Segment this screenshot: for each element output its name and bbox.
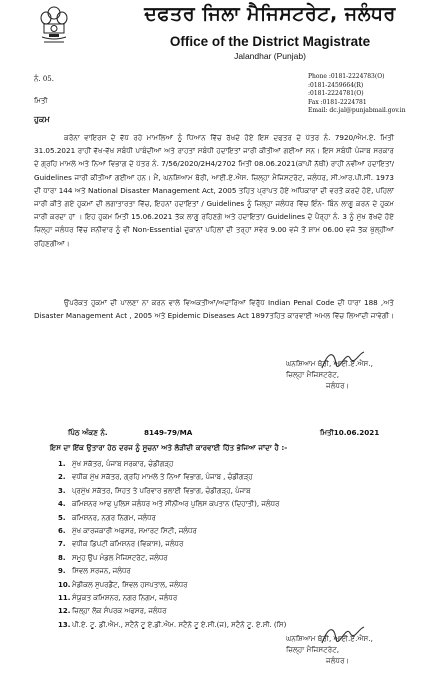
list-item	[58, 525, 286, 538]
recipient-list	[58, 458, 286, 632]
list-item	[58, 619, 286, 632]
list-item-number: 10.	[58, 580, 71, 589]
signatory-designation: ਜ਼ਿਲ੍ਹਾ ਮੈਜਿਸਟਰੇਟ,	[286, 645, 340, 654]
contact-phone-2: :0181-2459664(R)	[308, 81, 364, 89]
list-item-number: 11.	[58, 594, 71, 603]
list-item-number: 1.	[58, 460, 66, 468]
reference-number: ਨੰ. 05.	[34, 75, 54, 83]
order-heading: ਹੁਕਮ	[34, 115, 50, 124]
contact-phone-1: Phone :0181-2224783(O)	[308, 73, 385, 80]
list-item	[58, 592, 286, 605]
list-item-text: ਸਮੂਹ ਉਪ ਮੰਡਲ ਮੈਜਿਸਟਰੇਟ, ਜਲੰਧਰ	[72, 553, 168, 562]
list-item-text: ਮੁੱਖ ਕਾਰਜਕਾਰੀ ਅਫਸਰ, ਸਮਾਰਟ ਸਿਟੀ, ਜਲੰਧਰ	[72, 527, 197, 536]
list-item-number: 4.	[58, 500, 66, 509]
endorsement-label: ਪਿੰਠ ਅੰਕਣ ਨੰ.	[68, 428, 108, 437]
list-item-text: ਵਧੀਕ ਡਿਪਟੀ ਕਮਿਸ਼ਨਰ (ਵਿਕਾਸ), ਜਲੰਧਰ	[72, 540, 184, 549]
office-address: Jalandhar (Punjab)	[234, 51, 306, 61]
endorsement-date: ਮਿਤੀ10.06.2021	[320, 428, 380, 437]
list-item	[58, 538, 286, 551]
order-paragraph-1: ਕਰੋਨਾ ਵਾਇਰਸ ਦੇ ਵੱਧ ਰਹੇ ਮਾਮਲਿਆਂ ਨੂੰ ਧਿਆਨ ਵਿੱਚ ਰੱਖਦੇ ਹੋਏ ਇਸ ਦਫਤਰ ਦੇ ਪੱਤਰ ਨੰ. 7920/ਐਮ.ਏ. ਮਿਤੀ 31.05.2021 ਰਾਹੀਂ ਵੱਖ-ਵੱਖ ਸਬੰਧੀ ਪਾਬੰਦੀਆਂ ਅਤੇ ਰਾਹਤਾਂ ਸਬੰਧੀ ਹਦਾਇਤਾਂ ਜਾਰੀ ਕੀਤੀਆਂ ਗਈਆਂ ਸਨ। ਇਸ ਸਬੰਧੀ ਪੰਜਾਬ ਸਰਕਾਰ ਦੇ ਗ੍ਰਹਿ ਮਾਮਲੇ ਅਤੇ ਨਿਆਂ ਵਿਭਾਗ ਦੇ ਪੱਤਰ ਨੰ. 7/56/2020/2H4/2702 ਮਿਤੀ 08.06.2021(ਕਾਪੀ ਨੱਥੀ) ਰਾਹੀਂ ਨਵੀਆਂ ਹਦਾਇਤਾਂ/ Guidelines ਜਾਰੀ ਕੀਤੀਆਂ ਗਈਆਂ ਹਨ। ਮੈਂ, ਘਨਸ਼ਿਆਮ ਥੋਰੀ, ਆਈ.ਏ.ਐਸ. ਜ਼ਿਲ੍ਹਾ ਮੈਜਿਸਟਰੇਟ, ਜਲੰਧਰ, ਸੀ.ਆਰ.ਪੀ.ਸੀ. 1973 ਦੀ ਧਾਰਾ 144 ਅਤੇ National Disaster Management Act, 2005 ਤਹਿਤ ਪ੍ਰਾਪਤ ਹੋਏ ਅਧਿਕਾਰਾਂ ਦੀ ਵਰਤੋਂ ਕਰਦੇ ਹੋਏ, ਪਹਿਲਾਂ ਜਾਰੀ ਕੀਤੇ ਗਏ ਹੁਕਮਾਂ ਦੀ ਲਗਾਤਾਰਤਾ ਵਿੱਚ, ਇਹਨਾਂ ਹਦਾਇਤਾਂ / Guidelines ਨੂੰ ਜ਼ਿਲ੍ਹਾ ਜਲੰਧਰ ਵਿੱਚ ਇੰਨ- ਬਿੰਨ ਲਾਗੂ ਕਰਨ ਦੇ ਹੁਕਮ ਜਾਰੀ ਕਰਦਾ ਹਾਂ । ਇਹ ਹੁਕਮ ਮਿਤੀ 15.06.2021 ਤੱਕ ਲਾਗੂ ਰਹਿਣਗੇ ਅਤੇ ਹਦਾਇਤਾਂ/ Guidelines ਦੇ ਪੈਰ੍ਹਾ ਨੰ. 3 ਨੂੰ ਮੁੱਖ ਰੱਖਦੇ ਹੋਏ ਜ਼ਿਲ੍ਹਾ ਜਲੰਧਰ ਵਿੱਚ ਸ਼ਨੀਵਾਰ ਨੂੰ ਵੀ Non-Essential ਦੁਕਾਨਾਂ ਪਹਿਲਾਂ ਦੀ ਤਰ੍ਹਾਂ ਸਵੇਰ 9.00 ਵਜੇ ਤੋਂ ਸ਼ਾਮ 06.00 ਵਜੇ ਤੱਕ ਖੁੱਲ੍ਹੀਆਂ ਰਹਿਣਗੀਆਂ।	[34, 133, 394, 248]
list-item-number: 3.	[58, 486, 66, 495]
reference-date: ਮਿਤੀ	[34, 97, 48, 105]
copy-forwarded-line: ਇਸ ਦਾ ਇੱਕ ਉਤਾਰਾ ਹੇਠ ਦਰਜ ਨੂੰ ਸੂਚਨਾ ਅਤੇ ਲੋੜੀਂਦੀ ਕਾਰਵਾਈ ਹਿੱਤ ਭੇਜਿਆ ਜਾਂਦਾ ਹੈ :-	[50, 443, 288, 452]
state-emblem-icon	[34, 4, 74, 54]
list-item-text: ਕਮਿਸ਼ਨਰ ਆਫ ਪੁਲਿਸ ਜਲੰਧਰ ਅਤੇ ਸੀਨੀਅਰ ਪੁਲਿਸ ਕਪਤਾਨ (ਦਿਹਾਤੀ), ਜਲੰਧਰ	[72, 500, 280, 509]
list-item-number: 12.	[58, 607, 71, 616]
list-item-number: 13.	[58, 620, 71, 629]
list-item-text: ਕਮਿਸ਼ਨਰ, ਨਗਰ ਨਿਗਮ, ਜਲੰਧਰ	[72, 513, 156, 522]
list-item-number: 5.	[58, 513, 66, 522]
list-item	[58, 579, 286, 592]
signatory-name: ਘਨਸ਼ਿਆਮ ਥੋਰੀ, ਆਈ.ਏ.ਐਸ.,	[286, 359, 373, 368]
office-title-punjabi: ਦਫਤਰ ਜਿਲਾ ਮੈਜਿਸਟਰੇਟ, ਜਲੰਧਰ	[144, 3, 396, 25]
list-item	[58, 552, 286, 565]
signatory-place: ਜਲੰਧਰ।	[326, 656, 350, 665]
list-item-text: ਮੈਡੀਕਲ ਸੁਪਰਡੈਂਟ, ਸਿਵਲ ਹਸਪਤਾਲ, ਜਲੰਧਰ	[72, 580, 188, 589]
contact-block	[308, 73, 406, 116]
list-item-text: ਸਿਵਲ ਸਰਜਨ, ਜਲੰਧਰ	[72, 567, 131, 576]
list-item-text: ਸੰਯੁਕਤ ਕਮਿਸ਼ਨਰ, ਨਗਰ ਨਿਗਮ, ਜਲੰਧਰ	[72, 594, 178, 603]
list-item	[58, 485, 286, 498]
office-title-english: Office of the District Magistrate	[169, 34, 371, 49]
list-item-text: ਮੁੱਖ ਸਕੱਤਰ, ਪੰਜਾਬ ਸਰਕਾਰ, ਚੰਡੀਗੜ੍ਹ	[72, 460, 174, 468]
list-item	[58, 605, 286, 618]
endorsement-number: 8149-79/MA	[144, 428, 193, 437]
list-item-text: ਪ੍ਰਮੁੱਖ ਸਕੱਤਰ, ਸਿਹਤ ਤੇ ਪਰਿਵਾਰ ਭਲਾਈ ਵਿਭਾਗ, ਚੰਡੀਗੜ੍ਹ, ਪੰਜਾਬ	[72, 486, 251, 495]
list-item-text: ਵਧੀਕ ਮੁੱਖ ਸਕੱਤਰ, ਗ੍ਰਹਿ ਮਾਮਲੇ ਤੇ ਨਿਆਂ ਵਿਭਾਗ, ਪੰਜਾਬ , ਚੰਡੀਗੜ੍ਹ	[72, 473, 253, 482]
list-item-number: 6.	[58, 527, 66, 536]
list-item	[58, 565, 286, 578]
signatory-name: ਘਨਸ਼ਿਆਮ ਥੋਰੀ, ਆਈ.ਏ.ਐਸ.,	[286, 634, 373, 643]
signature-block-2	[286, 633, 373, 666]
list-item	[58, 458, 286, 471]
list-item	[58, 512, 286, 525]
list-item-number: 2.	[58, 473, 66, 482]
list-item	[58, 498, 286, 511]
list-item-text: ਜ਼ਿਲ੍ਹਾ ਲੋਕ ਸੰਪਰਕ ਅਫਸਰ, ਜਲੰਧਰ	[72, 607, 167, 616]
contact-email: Email: dc.jal@punjabmail.gov.in	[308, 107, 406, 114]
list-item-text: ਪੀ.ਏ. ਟੂ. ਡੀ.ਐਮ., ਸਟੈਨੋ ਟੂ ਏ.ਡੀ.ਐਮ. ਸਟੈਨੋ ਟੂ ਏ.ਸੀ.(ਜ), ਸਟੈਨੋ ਟੂ. ਏ.ਸੀ. (ਸਿ)	[72, 620, 287, 629]
signature-block-1	[286, 358, 373, 391]
signatory-place: ਜਲੰਧਰ।	[326, 381, 350, 390]
list-item-number: 8.	[58, 553, 66, 562]
signatory-designation: ਜ਼ਿਲ੍ਹਾ ਮੈਜਿਸਟਰੇਟ,	[286, 370, 340, 379]
list-item	[58, 471, 286, 484]
order-paragraph-2: ਉਪਰੋਕਤ ਹੁਕਮਾਂ ਦੀ ਪਾਲਣਾ ਨਾ ਕਰਨ ਵਾਲੇ ਵਿਅਕਤੀਆਂ/ਅਦਾਰਿਆਂ ਵਿਰੁੱਧ Indian Penal Code ਦੀ ਧਾਰਾ 188 ,ਅਤੇ Disaster Management Act , 2005 ਅਤੇ Epidemic Diseases Act 1897ਤਹਿਤ ਕਾਰਵਾਈ ਅਮਲ ਵਿੱਚ ਲਿਆਂਦੀ ਜਾਵੇਗੀ।	[34, 298, 394, 321]
endorsement-line	[34, 428, 394, 440]
list-item-number: 9.	[58, 567, 66, 576]
contact-phone-3: :0181-2224781(O)	[308, 90, 364, 97]
list-item-number: 7.	[58, 540, 66, 549]
contact-fax: Fax :0181-2224781	[308, 98, 367, 106]
